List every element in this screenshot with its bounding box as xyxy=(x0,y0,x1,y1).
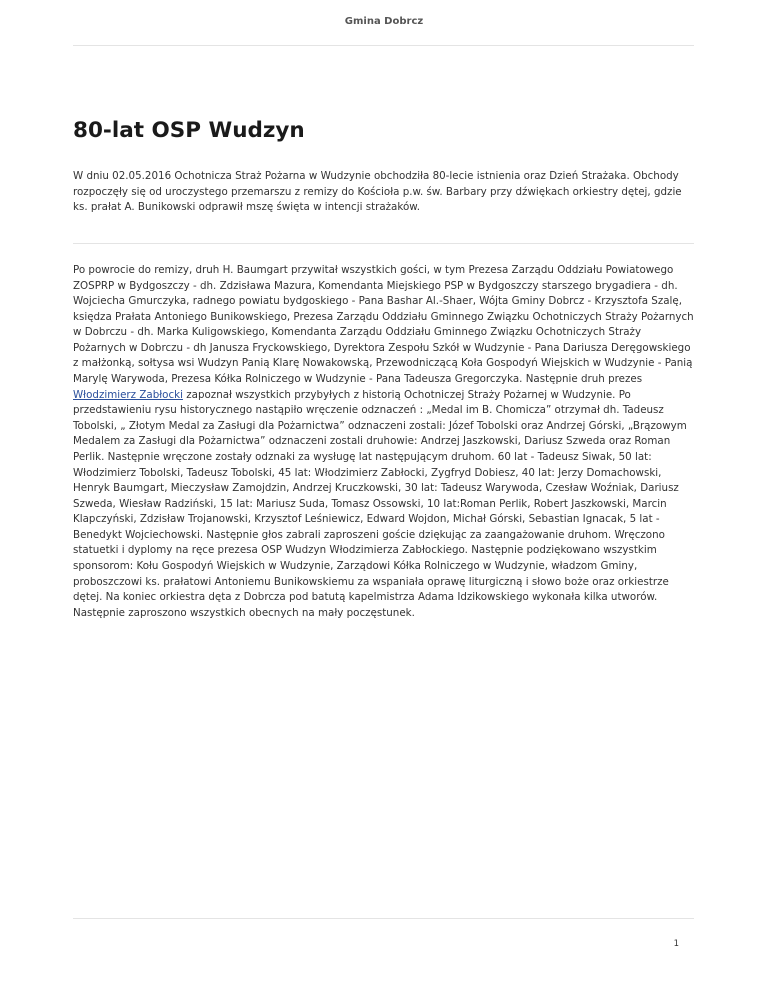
header-divider xyxy=(73,45,694,46)
person-link[interactable]: Włodzimierz Zabłocki xyxy=(73,388,183,401)
intro-divider xyxy=(73,243,694,244)
article-body xyxy=(73,263,695,621)
page-title: 80-lat OSP Wudzyn xyxy=(73,118,305,143)
article-intro: W dniu 02.05.2016 Ochotnicza Straż Pożarna w Wudzynie obchodziła 80-lecie istnienia oraz Dzień Strażaka. Obchody rozpoczęły się od uroczystego przemarszu z remizy do Kościoła p.w. św. Barbary przy dźwiękach orkiestry dętej, gdzie ks. prałat A. Bunikowski odprawił mszę święta w intencji strażaków. xyxy=(73,170,682,214)
site-name: Gmina Dobrcz xyxy=(344,16,424,27)
page-number: 1 xyxy=(673,939,679,949)
body-text-part: zapoznał wszystkich przybyłych z historią Ochotniczej Straży Pożarnej w Wudzynie. Po przedstawieniu rysu historycznego nastąpiło wręczenie odznaczeń : „Medal im B. Chomicza” otrzymał dh. Tadeusz Tobolski, „ Złotym Medal za Zasługi dla Pożarnictwa” odznaczeni zostali: Józef Tobolski oraz Andrzej Górski, „Brązowym Medalem za Zasługi dla Pożarnictwa” odznaczeni zostali druhowie: Andrzej Jaszkowski, Dariusz Szweda oraz Roman Perlik. Następnie wręczone zostały odznaki za wysługę lat następującym druhom. 60 lat - Tadeusz Siwak, 50 lat: Włodzimierz Tobolski, Tadeusz Tobolski, 45 lat: Włodzimierz Zabłocki, Zygfryd Dobiesz, 40 lat: Jerzy Domachowski, Henryk Baumgart, Mieczysław Zamojdzin, Andrzej Kruczkowski, 30 lat: Tadeusz Warywoda, Czesław Woźniak, Dariusz Szweda, Wiesław Radziński, 15 lat: Mariusz Suda, Tomasz Ossowski, 10 lat:Roman Perlik, Robert Jaszkowski, Marcin Klapczyński, Zdzisław Trojanowski, Krzysztof Leśniewicz, Edward Wojdon, Michał Górski, Sebastian Ignacak, 5 lat - Benedykt Wojciechowski. Następnie głos zabrali zaproszeni goście dziękując za zaangażowanie druhom. Wręczono statuetki i dyplomy na ręce prezesa OSP Wudzyn Włodzimierza Zabłockiego. Następnie podziękowano wszystkim sponsorom: Kołu Gospodyń Wiejskich w Wudzynie, Zarządowi Kółka Rolniczego w Wudzynie, władzom Gminy, proboszczowi ks. prałatowi Antoniemu Bunikowskiemu za wspaniała oprawę liturgiczną i słowo boże oraz orkiestrze dętej. Na koniec orkiestra dęta z Dobrcza pod batutą kapelmistrza Adama Idzikowskiego wykonała kilka utworów. Następnie zaproszono wszystkich obecnych na mały poczęstunek. xyxy=(73,388,687,619)
footer-divider xyxy=(73,918,694,919)
body-text-part: Po powrocie do remizy, druh H. Baumgart przywitał wszystkich gości, w tym Prezesa Zarządu Oddziału Powiatowego ZOSPRP w Bydgoszczy - dh. Zdzisława Mazura, Komendanta Miejskiego PSP w Bydgoszczy starszego brygadiera - dh. Wojciecha Gmurczyka, radnego powiatu bydgoskiego - Pana Bashar Al.-Shaer, Wójta Gminy Dobrcz - Krzysztofa Szalę, księdza Prałata Antoniego Bunikowskiego, Prezesa Zarządu Oddziału Gminnego Związku Ochotniczych Straży Pożarnych w Dobrczu - dh. Marka Kuligowskiego, Komendanta Zarządu Oddziału Gminnego Związku Ochotniczych Straży Pożarnych w Dobrczu - dh Janusza Fryckowskiego, Dyrektora Zespołu Szkół w Wudzynie - Pana Dariusza Deręgowskiego z małżonką, sołtysa wsi Wudzyn Panią Klarę Nowakowską, Przewodniczącą Koła Gospodyń Wiejskich w Wudzynie - Panią Marylę Warywoda, Prezesa Kółka Rolniczego w Wudzynie - Pana Tadeusza Gregorczyka. Następnie druh prezes xyxy=(73,264,694,386)
